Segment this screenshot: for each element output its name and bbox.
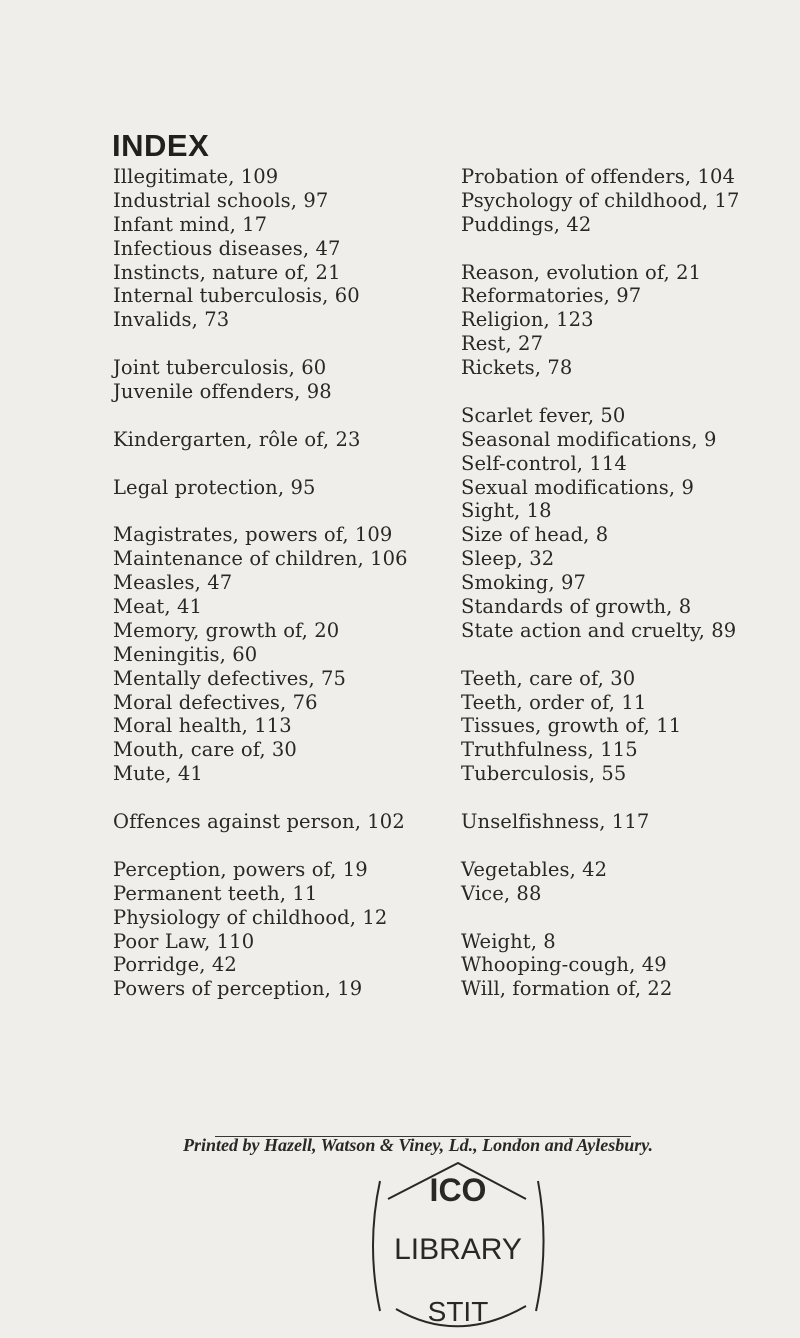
index-entry: Joint tuberculosis, 60 [113, 356, 327, 380]
index-entry: Porridge, 42 [113, 953, 237, 977]
index-entry: Internal tuberculosis, 60 [113, 284, 360, 308]
index-entry: State action and cruelty, 89 [461, 618, 737, 642]
index-letter-gap [461, 237, 791, 261]
index-letter-gap [461, 786, 791, 810]
index-letter-gap [461, 834, 791, 858]
index-entry: Perception, powers of, 19 [113, 857, 368, 881]
index-entry: Physiology of childhood, 12 [113, 905, 388, 929]
index-entry: Probation of offenders, 104 [461, 165, 735, 188]
index-entry: Puddings, 42 [461, 212, 592, 236]
index-entry: Whooping-cough, 49 [461, 953, 667, 977]
index-letter-gap [113, 404, 453, 428]
index-entry: Religion, 123 [461, 308, 594, 332]
index-entry: Size of head, 8 [461, 523, 609, 547]
index-entry: Reformatories, 97 [461, 284, 642, 308]
index-entry: Moral defectives, 76 [113, 690, 318, 714]
index-entry: Poor Law, 110 [113, 929, 255, 953]
stamp-right-border [536, 1181, 544, 1311]
index-entry: Seasonal modifications, 9 [461, 427, 717, 451]
index-column-right [461, 165, 791, 1001]
index-letter-gap [113, 834, 453, 858]
index-entry: Measles, 47 [113, 571, 233, 595]
stamp-top-text: ICO [429, 1172, 487, 1208]
index-letter-gap [461, 906, 791, 930]
index-entry: Smoking, 97 [461, 571, 586, 595]
index-entry: Unselfishness, 117 [461, 810, 650, 834]
index-entry: Industrial schools, 97 [113, 188, 329, 212]
index-entry: Moral health, 113 [113, 714, 292, 738]
index-entry: Meat, 41 [113, 595, 202, 619]
page-title: INDEX [112, 128, 210, 163]
index-letter-gap [461, 380, 791, 404]
index-entry: Standards of growth, 8 [461, 595, 692, 619]
index-entry: Powers of perception, 19 [113, 977, 363, 1001]
index-entry: Teeth, order of, 11 [461, 690, 647, 714]
stamp-left-border [373, 1181, 380, 1311]
index-column-left [113, 165, 453, 1001]
index-letter-gap [113, 452, 453, 476]
stamp-bottom-text: STIT [427, 1296, 489, 1327]
index-entry: Infectious diseases, 47 [113, 236, 341, 260]
index-letter-gap [113, 332, 453, 356]
library-stamp [358, 1161, 558, 1331]
index-entry: Permanent teeth, 11 [113, 881, 318, 905]
index-letter-gap [461, 643, 791, 667]
index-entry: Legal protection, 95 [113, 475, 316, 499]
index-entry: Invalids, 73 [113, 308, 230, 332]
index-entry: Sexual modifications, 9 [461, 475, 694, 499]
index-entry: Kindergarten, rôle of, 23 [113, 427, 361, 451]
index-entry: Mouth, care of, 30 [113, 738, 297, 762]
index-entry: Truthfulness, 115 [461, 738, 638, 762]
index-entry: Will, formation of, 22 [461, 977, 673, 1001]
stamp-center-text: LIBRARY [394, 1233, 522, 1266]
index-entry: Meningitis, 60 [113, 642, 258, 666]
index-entry: Illegitimate, 109 [113, 165, 279, 188]
index-entry: Infant mind, 17 [113, 212, 268, 236]
index-entry: Sight, 18 [461, 499, 552, 523]
index-letter-gap [113, 786, 453, 810]
index-entry: Memory, growth of, 20 [113, 618, 340, 642]
index-entry: Teeth, care of, 30 [461, 666, 636, 690]
index-entry: Psychology of childhood, 17 [461, 188, 740, 212]
index-entry: Offences against person, 102 [113, 810, 405, 834]
index-entry: Vegetables, 42 [461, 857, 608, 881]
index-entry: Sleep, 32 [461, 547, 555, 571]
index-entry: Juvenile offenders, 98 [113, 380, 332, 404]
index-entry: Reason, evolution of, 21 [461, 260, 702, 284]
index-entry: Scarlet fever, 50 [461, 403, 626, 427]
index-entry: Self-control, 114 [461, 451, 627, 475]
index-entry: Rest, 27 [461, 332, 544, 356]
printer-imprint: Printed by Hazell, Watson & Viney, Ld., London and Aylesbury. [183, 1135, 654, 1155]
index-entry: Rickets, 78 [461, 356, 573, 380]
index-entry: Tuberculosis, 55 [461, 762, 627, 786]
index-entry: Instincts, nature of, 21 [113, 260, 341, 284]
index-entry: Maintenance of children, 106 [113, 547, 408, 571]
index-entry: Weight, 8 [461, 929, 556, 953]
index-entry: Mute, 41 [113, 762, 203, 786]
index-letter-gap [113, 499, 453, 523]
index-entry: Vice, 88 [461, 881, 542, 905]
index-entry: Mentally defectives, 75 [113, 666, 347, 690]
index-entry: Magistrates, powers of, 109 [113, 523, 393, 547]
index-entry: Tissues, growth of, 11 [461, 714, 682, 738]
